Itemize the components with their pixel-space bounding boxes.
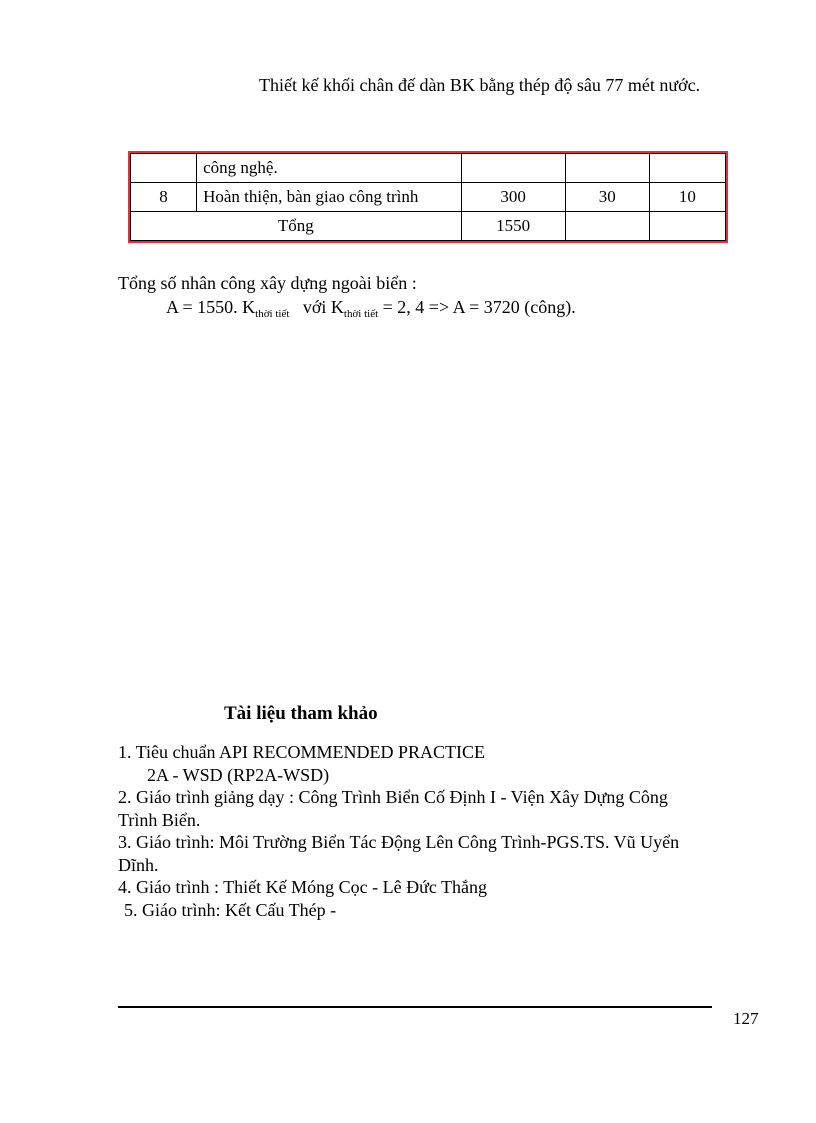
stt-cell bbox=[131, 154, 197, 183]
footer-divider bbox=[118, 1006, 712, 1008]
labor-formula bbox=[166, 297, 576, 320]
references-title: Tài liệu tham khảo bbox=[224, 703, 378, 724]
references-list bbox=[118, 741, 679, 921]
col5-cell bbox=[649, 154, 725, 183]
reference-line: 2A - WSD (RP2A-WSD) bbox=[147, 764, 330, 785]
reference-line: Dĩnh. bbox=[118, 854, 159, 875]
total-col4 bbox=[565, 212, 649, 241]
table-row bbox=[131, 154, 726, 183]
reference-line: 3. Giáo trình: Môi Trường Biển Tác Động Lên Công Trình-PGS.TS. Vũ Uyển bbox=[118, 832, 680, 852]
reference-line: 1. Tiêu chuẩn API RECOMMENDED PRACTICE bbox=[118, 742, 486, 762]
labor-table bbox=[130, 153, 726, 241]
page-number: 127 bbox=[733, 1009, 759, 1028]
total-col5 bbox=[649, 212, 725, 241]
reference-line: 4. Giáo trình : Thiết Kế Móng Cọc - Lê Đức Thắng bbox=[118, 877, 488, 897]
page-header-title: Thiết kế khối chân đế dàn BK bằng thép độ sâu 77 mét nước. bbox=[259, 75, 701, 95]
total-row bbox=[131, 212, 726, 241]
value-cell bbox=[461, 154, 565, 183]
formula-a: A = 1550. K bbox=[166, 297, 256, 317]
total-label: Tổng bbox=[131, 212, 462, 241]
summary-label: Tổng số nhân công xây dựng ngoài biển : bbox=[118, 273, 417, 293]
reference-line: 2. Giáo trình giảng dạy : Công Trình Biển Cố Định I - Viện Xây Dựng Công bbox=[118, 787, 668, 807]
stt-cell: 8 bbox=[131, 183, 197, 212]
col5-cell: 10 bbox=[649, 183, 725, 212]
task-cell: công nghệ. bbox=[197, 154, 461, 183]
reference-line: Trình Biển. bbox=[118, 809, 201, 830]
formula-sub-2: thời tiết bbox=[343, 308, 379, 320]
col4-cell bbox=[565, 154, 649, 183]
formula-sub-1: thời tiết bbox=[255, 308, 290, 320]
reference-line: 5. Giáo trình: Kết Cấu Thép - bbox=[124, 899, 337, 920]
table-row bbox=[131, 183, 726, 212]
value-cell: 300 bbox=[461, 183, 565, 212]
total-value: 1550 bbox=[461, 212, 565, 241]
col4-cell: 30 bbox=[565, 183, 649, 212]
formula-result: = 2, 4 => A = 3720 (công). bbox=[378, 297, 576, 317]
formula-with: với K bbox=[302, 297, 344, 317]
task-cell: Hoàn thiện, bàn giao công trình bbox=[197, 183, 461, 212]
